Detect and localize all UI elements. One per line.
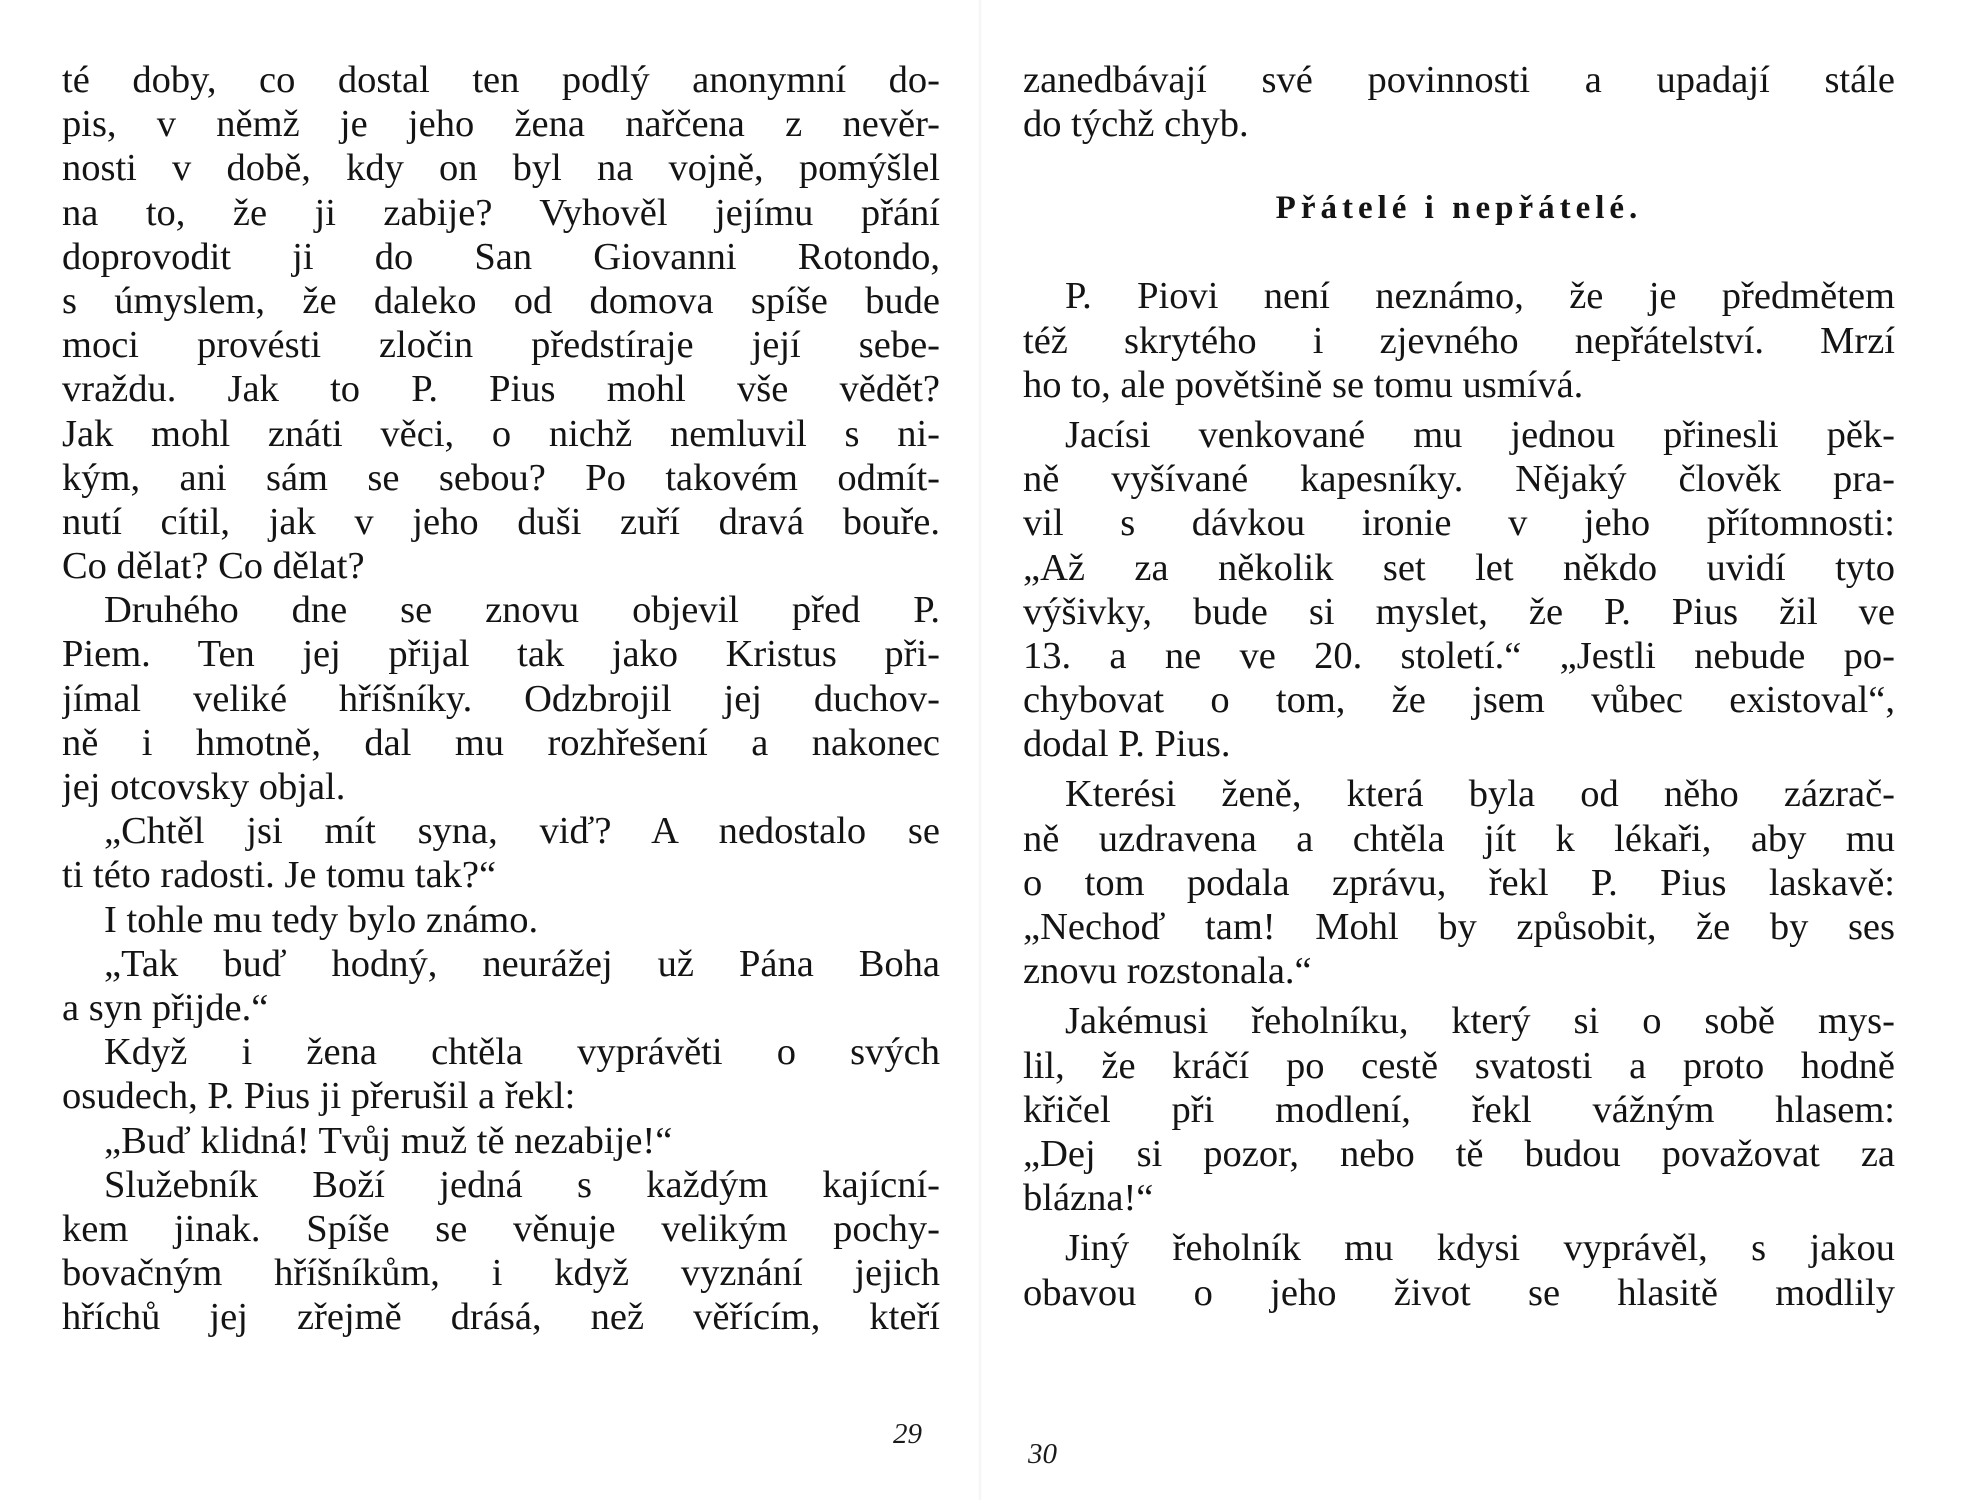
text-line: kem jinak. Spíše se věnuje velikým pochy- — [62, 1207, 940, 1250]
text-line: osudech, P. Pius ji přerušil a řekl: — [62, 1075, 576, 1118]
text-line: blázna!“ — [1023, 1177, 1154, 1220]
text-line: „Tak buď hodný, neurážej už Pána Boha — [104, 942, 940, 985]
text-line: Druhého dne se znovu objevil před P. — [104, 589, 940, 632]
text-line: ně i hmotně, dal mu rozhřešení a nakonec — [62, 721, 940, 764]
text-line: ti této radosti. Je tomu tak?“ — [62, 854, 497, 897]
text-line: Co dělat? Co dělat? — [62, 545, 365, 588]
right-page-text — [1023, 58, 1895, 1315]
text-line: a syn přijde.“ — [62, 986, 269, 1029]
text-line: jímal veliké hříšníky. Odzbrojil jej duchov- — [62, 677, 940, 720]
text-line: P. Piovi není neznámo, že je předmětem — [1065, 275, 1895, 318]
text-line: Jakémusi řeholníku, který si o sobě mys- — [1065, 1000, 1895, 1043]
text-line: „Chtěl jsi mít syna, viď? A nedostalo se — [104, 810, 940, 853]
text-line: nosti v době, kdy on byl na vojně, pomýšlel — [62, 147, 940, 190]
text-line: ně uzdravena a chtěla jít k lékaři, aby mu — [1023, 817, 1895, 860]
left-page-text — [62, 58, 940, 1339]
text-line: jej otcovsky objal. — [62, 766, 346, 808]
text-line: ho to, ale povětšině se tomu usmívá. — [1023, 363, 1584, 406]
text-line: dodal P. Pius. — [1023, 723, 1231, 766]
text-line: Piem. Ten jej přijal tak jako Kristus při- — [62, 633, 940, 676]
text-line: pis, v němž je jeho žena nařčena z nevěr- — [62, 103, 940, 146]
text-line: křičel při modlení, řekl vážným hlasem: — [1023, 1088, 1895, 1131]
text-line: Kterési ženě, která byla od něho zázrač- — [1065, 773, 1895, 816]
text-line: vil s dávkou ironie v jeho přítomnosti: — [1023, 502, 1895, 545]
text-line: chybovat o tom, že jsem vůbec existoval“, — [1023, 679, 1895, 722]
right-page — [981, 0, 1962, 1500]
text-line: Jak mohl znáti věci, o nichž nemluvil s ni- — [62, 412, 940, 455]
text-line: Když i žena chtěla vyprávěti o svých — [104, 1031, 940, 1074]
text-line: doprovodit ji do San Giovanni Rotondo, — [62, 235, 940, 278]
text-line: hříchů jej zřejmě drásá, než věřícím, kteří — [62, 1296, 940, 1339]
text-line: moci provésti zločin předstíraje její sebe- — [62, 324, 940, 367]
text-line: o tom podala zprávu, řekl P. Pius laskavě: — [1023, 861, 1895, 904]
text-line: „Dej si pozor, nebo tě budou považovat za — [1023, 1132, 1895, 1175]
text-line: „Buď klidná! Tvůj muž tě nezabije!“ — [104, 1119, 673, 1162]
text-line: s úmyslem, že daleko od domova spíše bude — [62, 279, 940, 322]
text-line: 13. a ne ve 20. století.“ „Jestli nebude po- — [1023, 634, 1895, 677]
text-line: lil, že kráčí po cestě svatosti a proto hodně — [1023, 1044, 1895, 1087]
text-line: do týchž chyb. — [1023, 103, 1249, 146]
text-line: ně vyšívané kapesníky. Nějaký člověk pra- — [1023, 458, 1895, 501]
text-line: znovu rozstonala.“ — [1023, 950, 1312, 993]
section-heading: Přátelé i nepřátelé. — [1275, 190, 1643, 227]
text-line: Jacísi venkované mu jednou přinesli pěk- — [1065, 413, 1895, 456]
text-line: výšivky, bude si myslet, že P. Pius žil ve — [1023, 590, 1895, 633]
page-number: 29 — [893, 1418, 922, 1450]
text-line: bovačným hříšníkům, i když vyznání jejich — [62, 1252, 940, 1295]
text-line: zanedbávají své povinnosti a upadají stále — [1023, 59, 1895, 101]
text-line: vraždu. Jak to P. Pius mohl vše vědět? — [62, 368, 940, 411]
text-line: Služebník Boží jedná s každým kajícní- — [104, 1163, 940, 1206]
text-line: I tohle mu tedy bylo známo. — [104, 898, 539, 941]
text-line: na to, že ji zabije? Vyhověl jejímu přání — [62, 191, 940, 234]
text-line: Jiný řeholník mu kdysi vyprávěl, s jakou — [1065, 1227, 1895, 1270]
text-line: „Nechoď tam! Mohl by způsobit, že by ses — [1023, 906, 1895, 948]
text-line: též skrytého i zjevného nepřátelství. Mrzí — [1023, 319, 1895, 362]
text-line: té doby, co dostal ten podlý anonymní do- — [62, 59, 940, 101]
page-number: 30 — [1028, 1438, 1057, 1470]
text-line: obavou o jeho život se hlasitě modlily — [1023, 1271, 1895, 1314]
text-line: „Až za několik set let někdo uvidí tyto — [1023, 546, 1895, 589]
text-line: nutí cítil, jak v jeho duši zuří dravá bouře. — [62, 500, 940, 543]
text-line: kým, ani sám se sebou? Po takovém odmít- — [62, 456, 940, 499]
